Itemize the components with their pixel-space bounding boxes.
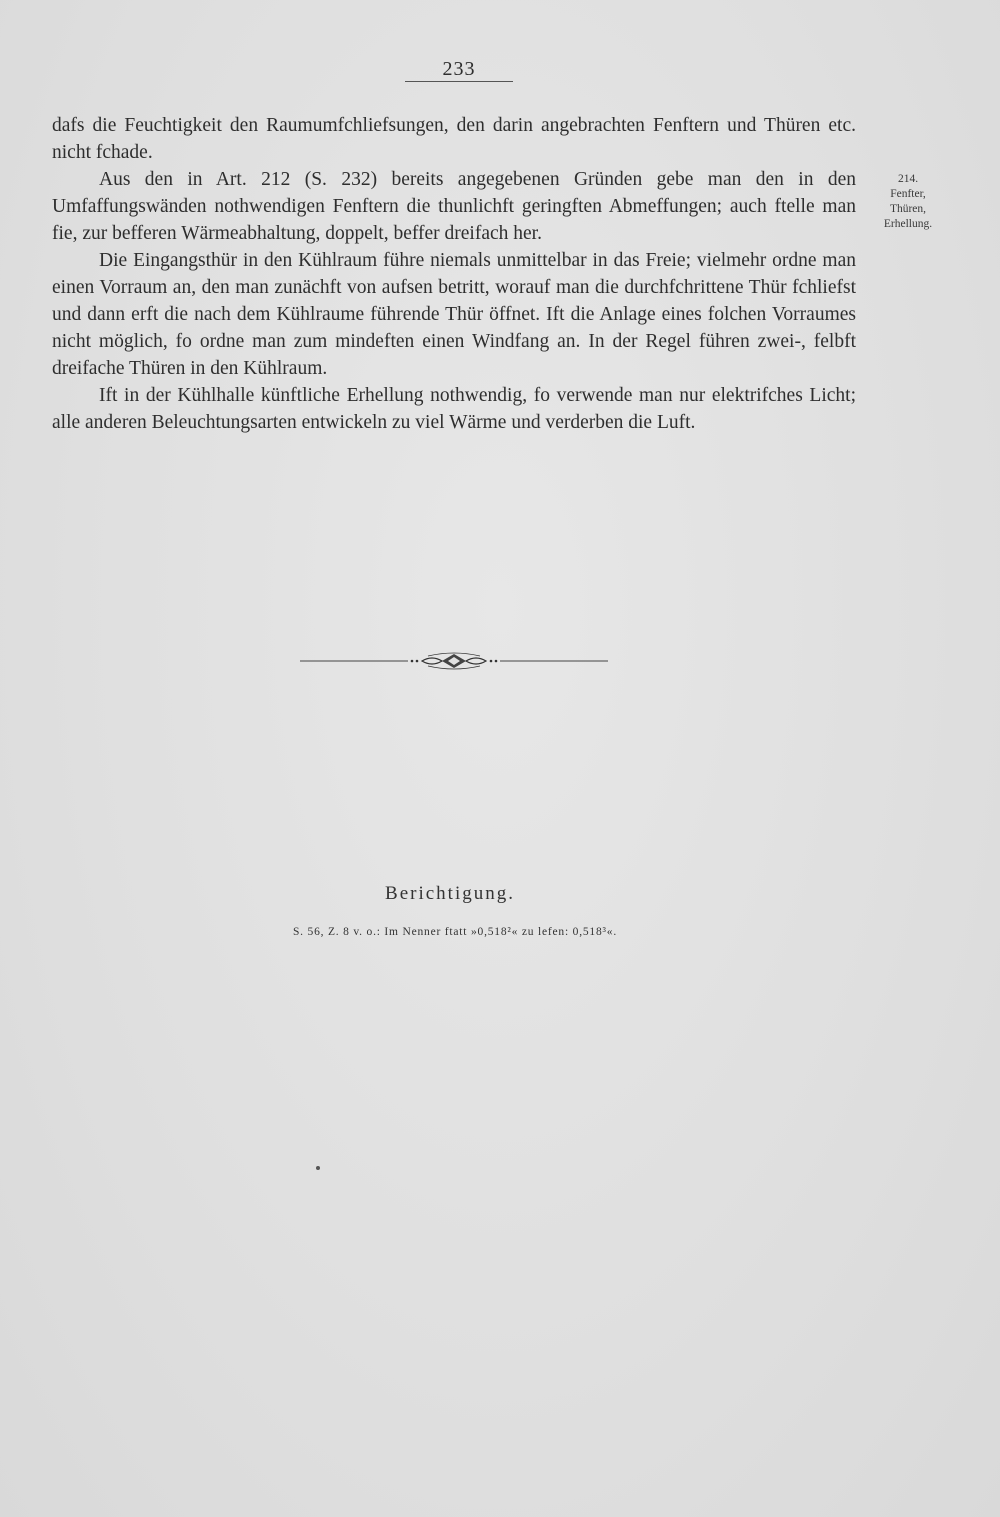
margin-note-line: Erhellung. <box>883 218 933 230</box>
page-number: 233 <box>442 58 476 80</box>
ornament-divider <box>300 650 608 672</box>
page-number-rule <box>405 81 513 82</box>
margin-note-number: 214. <box>897 173 919 185</box>
paragraph-entrance-door: Die Eingangsthür in den Kühlraum führe niemals unmittelbar in das Freie; vielmehr ordne man einen Vorraum an, den man zunächft von aufsen betritt, worauf man die durchfchrittene Thür fchliefst und dann erft die nach dem Kühlraume führende Thür öffnet. Ift die Anlage eines folchen Vorraumes nicht möglich, fo ordne man zum mindeften einen Windfang an. In der Regel führen zwei-, felbft dreifache Thüren in den Kühlraum. <box>52 250 856 379</box>
erratum-title: Berichtigung. <box>385 883 515 904</box>
ink-speck <box>316 1166 320 1170</box>
erratum-text: S. 56, Z. 8 v. o.: Im Nenner ftatt »0,518²« zu lefen: 0,518³«. <box>292 926 618 938</box>
margin-note-line: Thüren, <box>889 203 927 215</box>
margin-note-line: Fenfter, <box>890 188 926 200</box>
paragraph-windows: Aus den in Art. 212 (S. 232) bereits angegebenen Gründen gebe man den in den Umfaffungswänden nothwendigen Fenftern die thunlichft geringften Abmeffungen; auch ftelle man fie, zur befferen Wärmeabhaltung, doppelt, beffer dreifach her. <box>52 169 856 244</box>
paragraph-lighting: Ift in der Kühlhalle künftliche Erhellung nothwendig, fo verwende man nur elektrifches Licht; alle anderen Beleuchtungsarten entwickeln zu viel Wärme und verderben die Luft. <box>52 385 856 433</box>
margin-note <box>870 172 946 232</box>
body-text <box>52 112 856 436</box>
paragraph-continuation: dafs die Feuchtigkeit den Raumumfchliefsungen, den darin angebrachten Fenftern und Thüren etc. nicht fchade. <box>52 115 856 163</box>
